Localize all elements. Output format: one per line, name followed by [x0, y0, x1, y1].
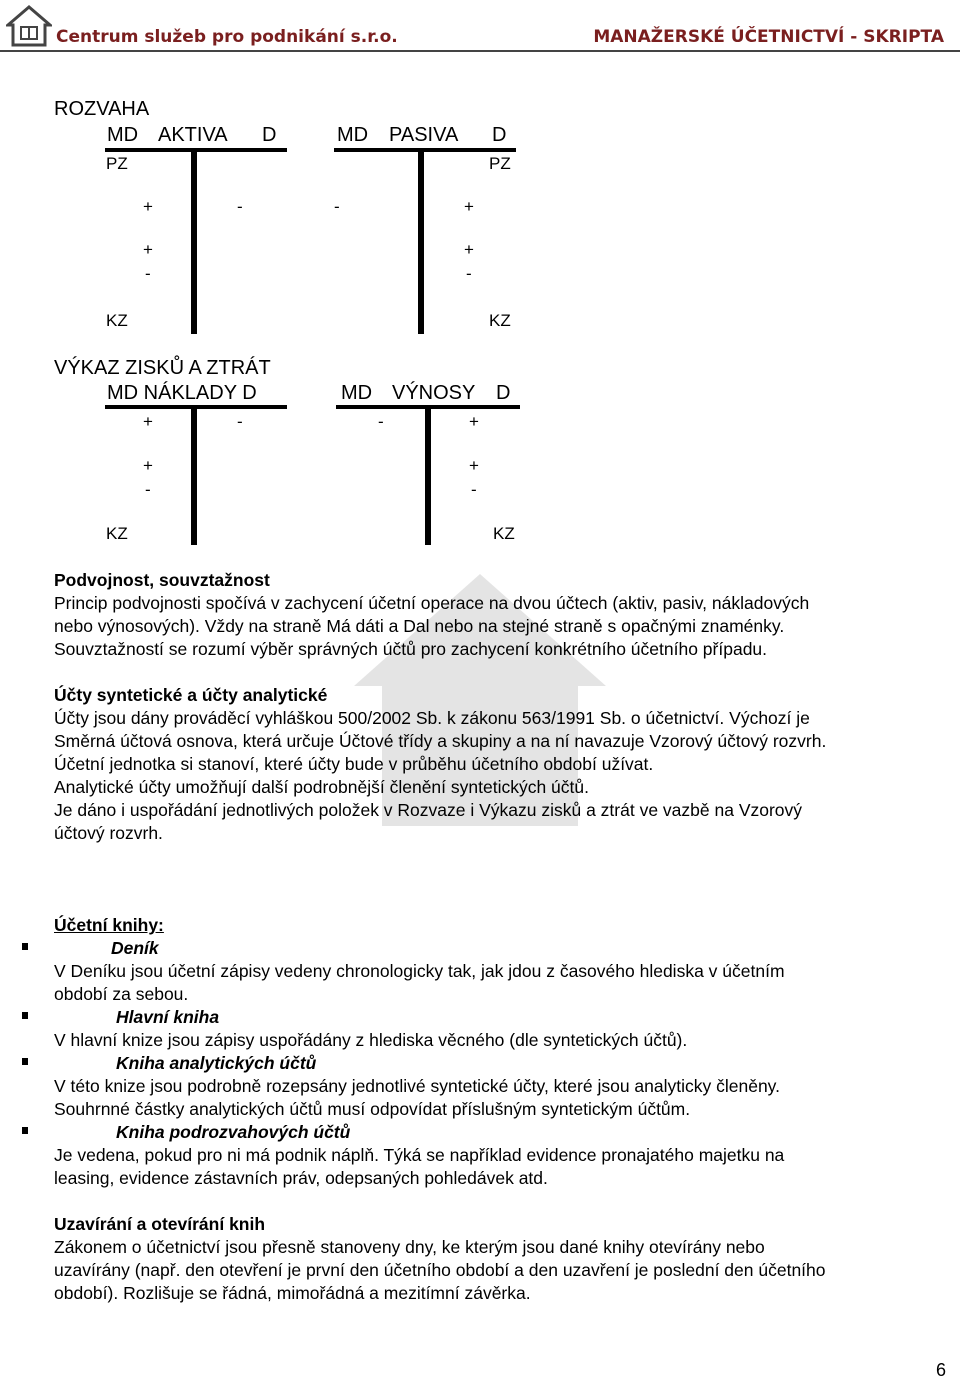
naklady-plus: +: [143, 456, 153, 475]
bullet-icon: [22, 1058, 28, 1065]
pasiva-name: PASIVA: [389, 124, 459, 146]
bullet-icon: [22, 1127, 28, 1134]
vzz-title: VÝKAZ ZISKŮ A ZTRÁT: [54, 357, 271, 379]
pasiva-t-stem: [418, 150, 424, 334]
ucty-line-5: Je dáno i uspořádání jednotlivých položek v Rozvaze i Výkazu zisků a ztrát ve vazbě na Vzorový: [54, 800, 803, 820]
vynosy-row1-left: -: [378, 412, 384, 431]
aktiva-kz: KZ: [106, 311, 128, 330]
kniha-hlavni-line-1: V hlavní knize jsou zápisy uspořádány z hlediska věcného (dle syntetických účtů).: [54, 1030, 688, 1050]
ucty-line-1: Účty jsou dány prováděcí vyhláškou 500/2002 Sb. k zákonu 563/1991 Sb. o účetnictví. Výchozí je: [54, 708, 810, 728]
naklady-header: MD NÁKLADY D: [107, 382, 257, 404]
naklady-t-stem: [191, 407, 197, 545]
aktiva-pz: PZ: [106, 154, 128, 173]
kniha-hlavni-title: Hlavní kniha: [116, 1007, 220, 1027]
aktiva-row1-left: +: [143, 197, 153, 216]
naklady-minus: -: [145, 480, 151, 499]
ucty-line-4: Analytické účty umožňují další podrobnější členění syntetických účtů.: [54, 777, 589, 797]
uzavirani-line-3: období). Rozlišuje se řádná, mimořádná a mezitímní závěrka.: [54, 1283, 531, 1303]
kniha-analyticka-title: Kniha analytických účtů: [116, 1053, 317, 1073]
pasiva-kz: KZ: [489, 311, 511, 330]
header-company: Centrum služeb pro podnikání s.r.o.: [56, 27, 398, 47]
naklady-row1-right: -: [237, 412, 243, 431]
naklady-kz: KZ: [106, 524, 128, 543]
ucty-line-2: Směrná účtová osnova, která určuje Účtové třídy a skupiny a na ní navazuje Vzorový účtový rozvrh.: [54, 731, 827, 751]
podvojnost-line-1: Princip podvojnosti spočívá v zachycení účetní operace na dvou účtech (aktiv, pasiv, nákladových: [54, 593, 810, 613]
pasiva-row1-left: -: [334, 197, 340, 216]
vynosy-t-stem: [425, 407, 431, 545]
house-logo-icon: [6, 5, 52, 47]
pasiva-pz: PZ: [489, 154, 511, 173]
uzavirani-heading: Uzavírání a otevírání knih: [54, 1214, 266, 1234]
ucty-heading: Účty syntetické a účty analytické: [54, 685, 328, 705]
aktiva-md: MD: [107, 124, 139, 146]
uzavirani-line-2: uzavírány (např. den otevření je první den účetního období a den uzavření je poslední den účetního: [54, 1260, 826, 1280]
vynosy-md: MD: [341, 382, 373, 404]
vynosy-name: VÝNOSY: [392, 382, 476, 404]
kniha-podrozvahova-title: Kniha podrozvahových účtů: [116, 1122, 351, 1142]
kniha-denik-title: Deník: [111, 938, 159, 958]
uzavirani-line-1: Zákonem o účetnictví jsou přesně stanoveny dny, ke kterým jsou dané knihy otevírány nebo: [54, 1237, 765, 1257]
vynosy-d: D: [496, 382, 511, 404]
podvojnost-heading: Podvojnost, souvztažnost: [54, 570, 270, 590]
vynosy-kz: KZ: [493, 524, 515, 543]
pasiva-t-top: [334, 148, 516, 152]
header-doc-title: MANAŽERSKÉ ÚČETNICTVÍ - SKRIPTA: [593, 27, 944, 47]
naklady-row1-left: +: [143, 412, 153, 431]
pasiva-md: MD: [337, 124, 369, 146]
ucty-line-6: účtový rozvrh.: [54, 823, 163, 843]
kniha-denik-line-2: období za sebou.: [54, 984, 189, 1004]
vynosy-row1-right: +: [469, 412, 479, 431]
header-divider: [0, 50, 960, 52]
podvojnost-line-3: Souvztažností se rozumí výběr správných účtů pro zachycení konkrétního účetního případu.: [54, 639, 768, 659]
kniha-analyticka-line-1: V této knize jsou podrobně rozepsány jednotlivé syntetické účty, které jsou analyticky členěny.: [54, 1076, 780, 1096]
kniha-denik-line-1: V Deníku jsou účetní zápisy vedeny chronologicky tak, jak jdou z časového hlediska v účetním: [54, 961, 785, 981]
aktiva-t-stem: [191, 150, 197, 334]
knihy-heading: Účetní knihy:: [54, 915, 164, 935]
page-number: 6: [935, 1360, 946, 1380]
vynosy-minus: -: [471, 480, 477, 499]
bullet-icon: [22, 943, 28, 950]
aktiva-row2-plus: +: [143, 240, 153, 259]
kniha-analyticka-line-2: Souhrnné částky analytických účtů musí odpovídat příslušným syntetickým účtům.: [54, 1099, 691, 1119]
aktiva-row2-minus: -: [145, 264, 151, 283]
podvojnost-line-2: nebo výnosových). Vždy na straně Má dáti a Dal nebo na stejné straně s opačnými znaménky.: [54, 616, 785, 636]
aktiva-name: AKTIVA: [158, 124, 228, 146]
aktiva-d: D: [262, 124, 277, 146]
rozvaha-title: ROZVAHA: [54, 98, 150, 120]
bullet-icon: [22, 1012, 28, 1019]
kniha-podrozvahova-line-1: Je vedena, pokud pro ni má podnik náplň. Týká se například evidence pronajatého majetku na: [54, 1145, 785, 1165]
pasiva-d: D: [492, 124, 507, 146]
kniha-podrozvahova-line-2: leasing, evidence zástavních práv, odepsaných pohledávek atd.: [54, 1168, 548, 1188]
vynosy-plus: +: [469, 456, 479, 475]
pasiva-row1-right: +: [464, 197, 474, 216]
ucty-line-3: Účetní jednotka si stanoví, které účty bude v průběhu účetního období užívat.: [54, 754, 654, 774]
pasiva-row2-plus: +: [464, 240, 474, 259]
aktiva-row1-right: -: [237, 197, 243, 216]
pasiva-row2-minus: -: [466, 264, 472, 283]
